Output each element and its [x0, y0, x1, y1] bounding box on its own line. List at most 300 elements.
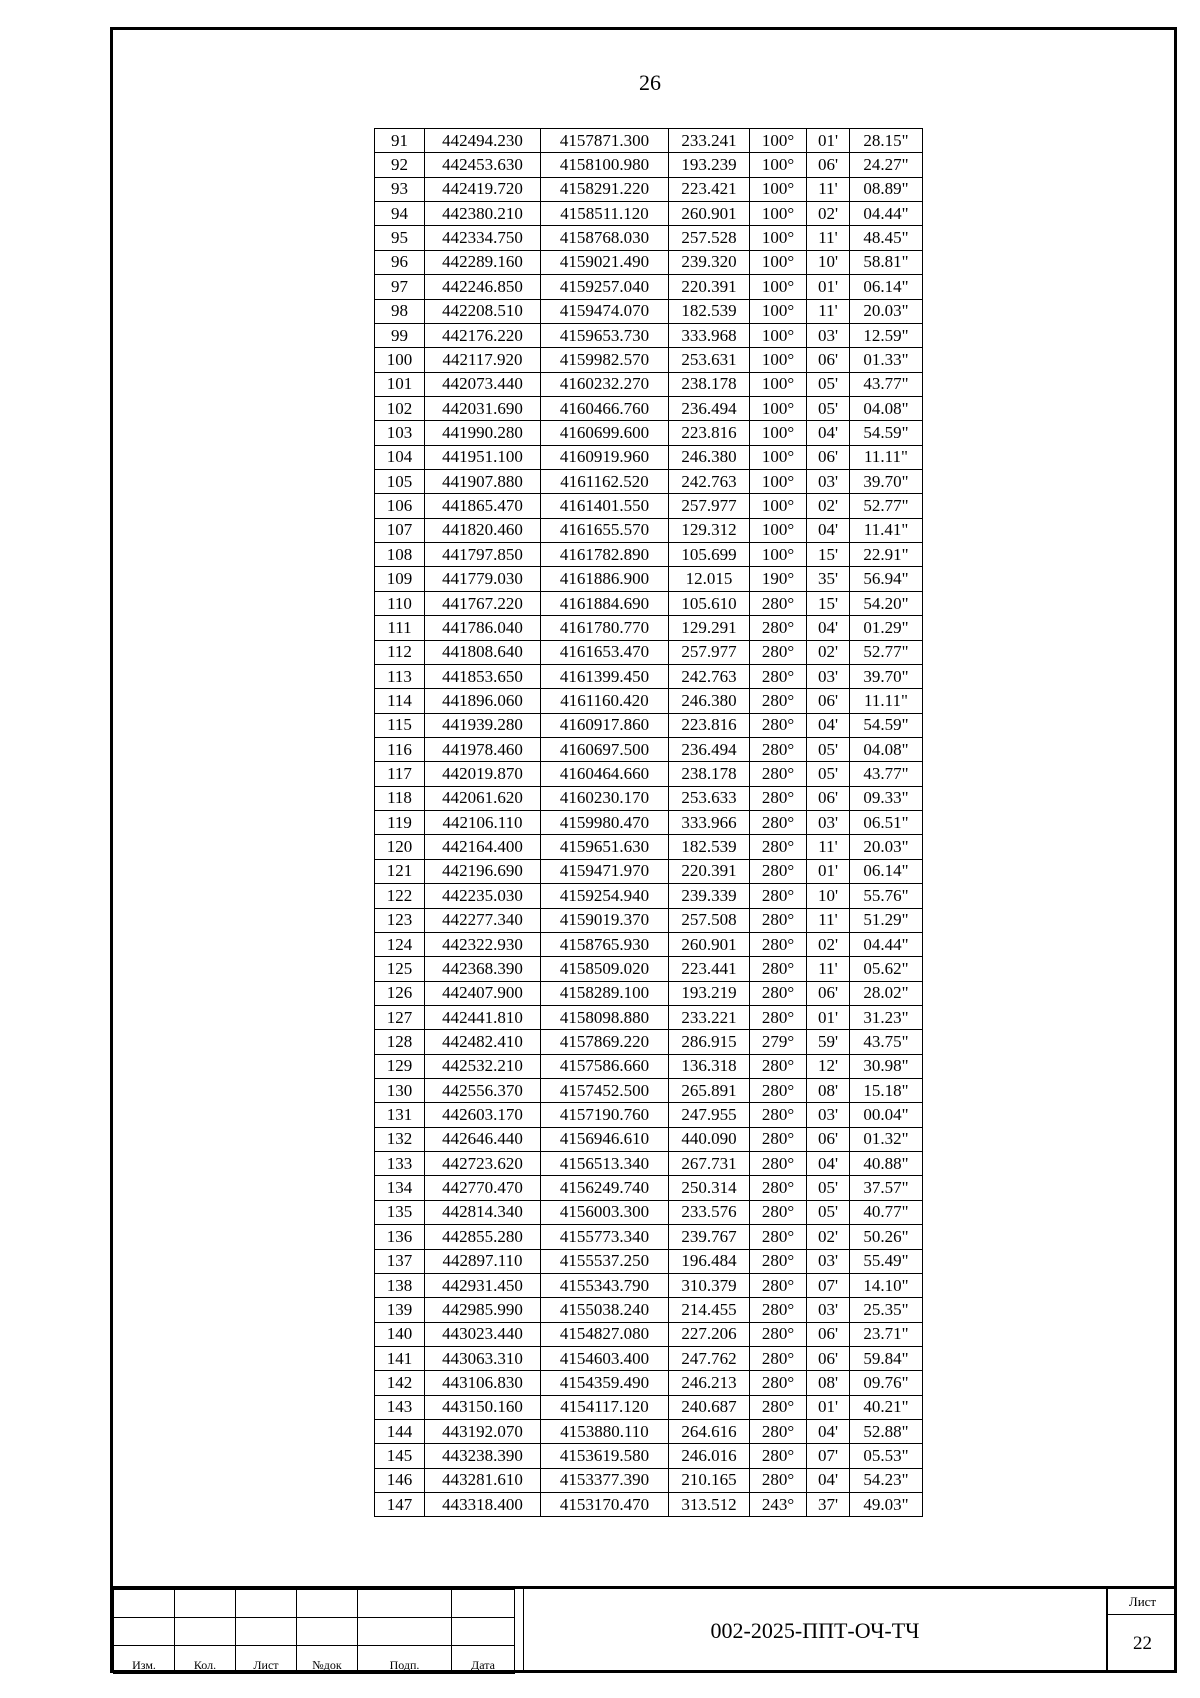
table-cell: 280°: [750, 616, 807, 640]
table-cell: 54.59": [850, 713, 923, 737]
table-cell: 146: [375, 1468, 425, 1492]
table-cell: 112: [375, 640, 425, 664]
table-cell: 4159021.490: [541, 250, 669, 274]
table-cell: 280°: [750, 932, 807, 956]
table-cell: 4155038.240: [541, 1298, 669, 1322]
table-row: [375, 835, 923, 859]
table-cell: 105.699: [669, 543, 750, 567]
table-cell: 280°: [750, 1176, 807, 1200]
table-cell: 136.318: [669, 1054, 750, 1078]
table-cell: 06': [807, 1322, 850, 1346]
table-cell: 22.91": [850, 543, 923, 567]
stamp-label-list: Лист: [236, 1646, 297, 1674]
table-row: [375, 1420, 923, 1444]
table-row: [375, 1054, 923, 1078]
table-cell: 20.03": [850, 835, 923, 859]
table-cell: 243°: [750, 1493, 807, 1517]
table-cell: 102: [375, 396, 425, 420]
table-cell: 4159653.730: [541, 323, 669, 347]
table-row: [375, 859, 923, 883]
table-cell: 100°: [750, 299, 807, 323]
table-cell: 441820.460: [425, 518, 541, 542]
table-cell: 11': [807, 835, 850, 859]
table-row: [375, 1249, 923, 1273]
table-cell: 442814.340: [425, 1200, 541, 1224]
revision-grid: [113, 1589, 515, 1674]
table-cell: 09.33": [850, 786, 923, 810]
table-cell: 100°: [750, 372, 807, 396]
table-row: [375, 518, 923, 542]
table-cell: 122: [375, 884, 425, 908]
table-cell: 110: [375, 591, 425, 615]
table-cell: 137: [375, 1249, 425, 1273]
table-cell: 06': [807, 786, 850, 810]
table-cell: 04': [807, 421, 850, 445]
table-cell: 54.20": [850, 591, 923, 615]
table-cell: 233.221: [669, 1005, 750, 1029]
table-row: [375, 567, 923, 591]
table-cell: 210.165: [669, 1468, 750, 1492]
table-row: [375, 250, 923, 274]
table-cell: 4160697.500: [541, 737, 669, 761]
table-cell: 01.29": [850, 616, 923, 640]
table-row: [375, 372, 923, 396]
table-cell: 03': [807, 811, 850, 835]
table-row: [375, 323, 923, 347]
table-cell: 105: [375, 470, 425, 494]
table-row: [375, 299, 923, 323]
table-cell: 442453.630: [425, 153, 541, 177]
table-row: [375, 470, 923, 494]
table-cell: 04': [807, 713, 850, 737]
table-row: [375, 957, 923, 981]
table-cell: 120: [375, 835, 425, 859]
table-row: [375, 1225, 923, 1249]
table-cell: 4159471.970: [541, 859, 669, 883]
table-cell: 441907.880: [425, 470, 541, 494]
table-cell: 28.15": [850, 129, 923, 153]
table-cell: 264.616: [669, 1420, 750, 1444]
table-cell: 15': [807, 591, 850, 615]
title-block: [113, 1586, 1177, 1673]
table-cell: 182.539: [669, 835, 750, 859]
table-cell: 442603.170: [425, 1103, 541, 1127]
table-cell: 05': [807, 762, 850, 786]
table-cell: 280°: [750, 1322, 807, 1346]
table-cell: 55.49": [850, 1249, 923, 1273]
table-cell: 4157452.500: [541, 1079, 669, 1103]
table-cell: 4154117.120: [541, 1395, 669, 1419]
table-cell: 49.03": [850, 1493, 923, 1517]
table-cell: 4153880.110: [541, 1420, 669, 1444]
table-cell: 4153170.470: [541, 1493, 669, 1517]
table-cell: 242.763: [669, 664, 750, 688]
table-cell: 104: [375, 445, 425, 469]
table-cell: 43.77": [850, 762, 923, 786]
table-cell: 05': [807, 396, 850, 420]
table-cell: 4158509.020: [541, 957, 669, 981]
table-cell: 144: [375, 1420, 425, 1444]
table-cell: 129: [375, 1054, 425, 1078]
table-cell: 4161780.770: [541, 616, 669, 640]
table-row: [375, 786, 923, 810]
table-cell: 43.75": [850, 1030, 923, 1054]
table-cell: 06': [807, 689, 850, 713]
table-cell: 190°: [750, 567, 807, 591]
table-cell: 103: [375, 421, 425, 445]
table-cell: 443063.310: [425, 1346, 541, 1370]
table-cell: 441808.640: [425, 640, 541, 664]
table-cell: 02': [807, 640, 850, 664]
table-cell: 100°: [750, 226, 807, 250]
table-cell: 265.891: [669, 1079, 750, 1103]
table-cell: 04.44": [850, 932, 923, 956]
table-cell: 442855.280: [425, 1225, 541, 1249]
table-cell: 14.10": [850, 1273, 923, 1297]
table-cell: 39.70": [850, 470, 923, 494]
table-row: [375, 1298, 923, 1322]
table-cell: 147: [375, 1493, 425, 1517]
table-cell: 280°: [750, 1298, 807, 1322]
table-cell: 280°: [750, 713, 807, 737]
table-cell: 238.178: [669, 762, 750, 786]
table-row: [375, 1030, 923, 1054]
table-row: [375, 737, 923, 761]
table-cell: 280°: [750, 1152, 807, 1176]
table-cell: 4158289.100: [541, 981, 669, 1005]
table-cell: 03': [807, 664, 850, 688]
stamp-label-kol: Кол.: [175, 1646, 236, 1674]
table-cell: 107: [375, 518, 425, 542]
table-cell: 93: [375, 177, 425, 201]
table-row: [375, 981, 923, 1005]
table-cell: 280°: [750, 762, 807, 786]
table-cell: 132: [375, 1127, 425, 1151]
table-cell: 136: [375, 1225, 425, 1249]
table-cell: 123: [375, 908, 425, 932]
table-cell: 134: [375, 1176, 425, 1200]
table-cell: 236.494: [669, 396, 750, 420]
table-cell: 4155537.250: [541, 1249, 669, 1273]
table-cell: 28.02": [850, 981, 923, 1005]
table-cell: 442419.720: [425, 177, 541, 201]
table-cell: 443238.390: [425, 1444, 541, 1468]
table-cell: 09.76": [850, 1371, 923, 1395]
table-cell: 442061.620: [425, 786, 541, 810]
table-cell: 223.421: [669, 177, 750, 201]
table-cell: 50.26": [850, 1225, 923, 1249]
table-cell: 236.494: [669, 737, 750, 761]
table-cell: 05': [807, 1176, 850, 1200]
table-cell: 02': [807, 1225, 850, 1249]
table-cell: 4159019.370: [541, 908, 669, 932]
table-cell: 100°: [750, 494, 807, 518]
table-cell: 443023.440: [425, 1322, 541, 1346]
table-cell: 08.89": [850, 177, 923, 201]
coordinates-table: [374, 128, 923, 1517]
table-cell: 4156513.340: [541, 1152, 669, 1176]
table-row: [375, 1444, 923, 1468]
table-cell: 01': [807, 859, 850, 883]
table-cell: 267.731: [669, 1152, 750, 1176]
table-cell: 4160464.660: [541, 762, 669, 786]
table-cell: 39.70": [850, 664, 923, 688]
table-cell: 442289.160: [425, 250, 541, 274]
table-cell: 94: [375, 202, 425, 226]
table-cell: 05.62": [850, 957, 923, 981]
table-cell: 02': [807, 202, 850, 226]
stamp-label-podp: Подп.: [358, 1646, 452, 1674]
table-cell: 442334.750: [425, 226, 541, 250]
table-cell: 442031.690: [425, 396, 541, 420]
table-cell: 141: [375, 1346, 425, 1370]
table-row: [375, 811, 923, 835]
table-cell: 280°: [750, 1079, 807, 1103]
table-cell: 280°: [750, 1054, 807, 1078]
table-cell: 246.380: [669, 689, 750, 713]
table-cell: 07': [807, 1273, 850, 1297]
table-cell: 4159257.040: [541, 275, 669, 299]
table-cell: 98: [375, 299, 425, 323]
table-cell: 4161160.420: [541, 689, 669, 713]
table-cell: 257.977: [669, 494, 750, 518]
table-cell: 03': [807, 323, 850, 347]
table-cell: 12.59": [850, 323, 923, 347]
table-cell: 11.11": [850, 689, 923, 713]
table-cell: 280°: [750, 1346, 807, 1370]
table-cell: 127: [375, 1005, 425, 1029]
table-cell: 04': [807, 1152, 850, 1176]
table-cell: 442106.110: [425, 811, 541, 835]
table-cell: 4160230.170: [541, 786, 669, 810]
table-cell: 253.633: [669, 786, 750, 810]
table-cell: 193.219: [669, 981, 750, 1005]
table-cell: 106: [375, 494, 425, 518]
table-row: [375, 1200, 923, 1224]
table-cell: 280°: [750, 1273, 807, 1297]
table-cell: 40.21": [850, 1395, 923, 1419]
table-cell: 12': [807, 1054, 850, 1078]
table-cell: 442770.470: [425, 1176, 541, 1200]
table-cell: 140: [375, 1322, 425, 1346]
table-cell: 4156003.300: [541, 1200, 669, 1224]
table-cell: 442931.450: [425, 1273, 541, 1297]
table-cell: 280°: [750, 1005, 807, 1029]
table-cell: 4161655.570: [541, 518, 669, 542]
table-cell: 4160699.600: [541, 421, 669, 445]
table-cell: 257.977: [669, 640, 750, 664]
table-cell: 119: [375, 811, 425, 835]
table-cell: 07': [807, 1444, 850, 1468]
table-row: [375, 202, 923, 226]
table-cell: 260.901: [669, 202, 750, 226]
table-cell: 4153619.580: [541, 1444, 669, 1468]
table-cell: 442176.220: [425, 323, 541, 347]
table-row: [375, 494, 923, 518]
table-row: [375, 1127, 923, 1151]
document-code: 002-2025-ППТ-ОЧ-ТЧ: [523, 1589, 1108, 1673]
table-cell: 04': [807, 1420, 850, 1444]
table-cell: 247.955: [669, 1103, 750, 1127]
table-cell: 441951.100: [425, 445, 541, 469]
table-cell: 280°: [750, 811, 807, 835]
table-row: [375, 1395, 923, 1419]
table-cell: 442196.690: [425, 859, 541, 883]
table-cell: 441896.060: [425, 689, 541, 713]
table-cell: 441978.460: [425, 737, 541, 761]
table-cell: 223.816: [669, 421, 750, 445]
table-cell: 333.968: [669, 323, 750, 347]
table-cell: 443281.610: [425, 1468, 541, 1492]
table-cell: 100°: [750, 518, 807, 542]
table-cell: 441779.030: [425, 567, 541, 591]
table-row: [375, 762, 923, 786]
table-cell: 06': [807, 1346, 850, 1370]
table-row: [375, 177, 923, 201]
table-cell: 101: [375, 372, 425, 396]
table-row: [375, 1322, 923, 1346]
table-cell: 131: [375, 1103, 425, 1127]
table-cell: 37': [807, 1493, 850, 1517]
stamp-label-izm: Изм.: [114, 1646, 175, 1674]
table-cell: 443318.400: [425, 1493, 541, 1517]
table-cell: 135: [375, 1200, 425, 1224]
table-cell: 105.610: [669, 591, 750, 615]
table-cell: 280°: [750, 1420, 807, 1444]
table-cell: 133: [375, 1152, 425, 1176]
table-cell: 238.178: [669, 372, 750, 396]
table-row: [375, 1273, 923, 1297]
table-cell: 01': [807, 1395, 850, 1419]
table-cell: 125: [375, 957, 425, 981]
table-cell: 280°: [750, 1371, 807, 1395]
table-row: [375, 591, 923, 615]
table-cell: 04': [807, 518, 850, 542]
table-cell: 128: [375, 1030, 425, 1054]
table-cell: 220.391: [669, 859, 750, 883]
table-cell: 04': [807, 1468, 850, 1492]
table-cell: 4159980.470: [541, 811, 669, 835]
table-cell: 441797.850: [425, 543, 541, 567]
table-cell: 4161162.520: [541, 470, 669, 494]
table-cell: 442368.390: [425, 957, 541, 981]
table-cell: 06': [807, 445, 850, 469]
table-cell: 118: [375, 786, 425, 810]
table-cell: 442117.920: [425, 348, 541, 372]
table-cell: 06.14": [850, 275, 923, 299]
table-cell: 280°: [750, 1468, 807, 1492]
table-cell: 196.484: [669, 1249, 750, 1273]
table-cell: 442532.210: [425, 1054, 541, 1078]
table-cell: 280°: [750, 884, 807, 908]
table-cell: 4154603.400: [541, 1346, 669, 1370]
table-cell: 111: [375, 616, 425, 640]
table-row: [375, 153, 923, 177]
table-cell: 11.41": [850, 518, 923, 542]
table-cell: 52.77": [850, 640, 923, 664]
table-cell: 442897.110: [425, 1249, 541, 1273]
table-cell: 01': [807, 275, 850, 299]
table-cell: 4161886.900: [541, 567, 669, 591]
table-cell: 02': [807, 494, 850, 518]
table-row: [375, 421, 923, 445]
table-cell: 442073.440: [425, 372, 541, 396]
table-cell: 4158765.930: [541, 932, 669, 956]
table-cell: 280°: [750, 1249, 807, 1273]
table-cell: 06.14": [850, 859, 923, 883]
table-cell: 280°: [750, 640, 807, 664]
table-cell: 06': [807, 348, 850, 372]
table-cell: 100°: [750, 202, 807, 226]
table-cell: 280°: [750, 1103, 807, 1127]
table-cell: 257.528: [669, 226, 750, 250]
table-cell: 05': [807, 372, 850, 396]
table-cell: 4156249.740: [541, 1176, 669, 1200]
table-cell: 12.015: [669, 567, 750, 591]
table-cell: 4154359.490: [541, 1371, 669, 1395]
table-cell: 443192.070: [425, 1420, 541, 1444]
table-cell: 52.88": [850, 1420, 923, 1444]
table-cell: 4161884.690: [541, 591, 669, 615]
table-cell: 96: [375, 250, 425, 274]
table-row: [375, 1176, 923, 1200]
table-cell: 4158768.030: [541, 226, 669, 250]
table-cell: 30.98": [850, 1054, 923, 1078]
table-cell: 15.18": [850, 1079, 923, 1103]
table-cell: 11': [807, 226, 850, 250]
table-cell: 4156946.610: [541, 1127, 669, 1151]
table-cell: 442441.810: [425, 1005, 541, 1029]
table-cell: 4158098.880: [541, 1005, 669, 1029]
table-cell: 03': [807, 1249, 850, 1273]
table-cell: 443150.160: [425, 1395, 541, 1419]
table-cell: 4158100.980: [541, 153, 669, 177]
table-cell: 247.762: [669, 1346, 750, 1370]
table-row: [375, 932, 923, 956]
table-cell: 23.71": [850, 1322, 923, 1346]
table-cell: 01': [807, 129, 850, 153]
table-cell: 143: [375, 1395, 425, 1419]
table-cell: 280°: [750, 859, 807, 883]
table-cell: 4161399.450: [541, 664, 669, 688]
table-cell: 239.320: [669, 250, 750, 274]
table-cell: 280°: [750, 591, 807, 615]
table-cell: 10': [807, 884, 850, 908]
table-cell: 01.32": [850, 1127, 923, 1151]
table-cell: 310.379: [669, 1273, 750, 1297]
table-cell: 100°: [750, 421, 807, 445]
table-row: [375, 689, 923, 713]
table-cell: 100°: [750, 470, 807, 494]
table-cell: 4160466.760: [541, 396, 669, 420]
table-cell: 441853.650: [425, 664, 541, 688]
table-cell: 442407.900: [425, 981, 541, 1005]
table-cell: 100°: [750, 177, 807, 201]
table-cell: 108: [375, 543, 425, 567]
table-cell: 280°: [750, 1395, 807, 1419]
table-row: [375, 640, 923, 664]
table-cell: 239.767: [669, 1225, 750, 1249]
table-cell: 4160917.860: [541, 713, 669, 737]
table-cell: 00.04": [850, 1103, 923, 1127]
table-cell: 04': [807, 616, 850, 640]
table-cell: 52.77": [850, 494, 923, 518]
table-cell: 06': [807, 153, 850, 177]
page-number: 26: [639, 70, 661, 95]
table-cell: 95: [375, 226, 425, 250]
table-cell: 280°: [750, 689, 807, 713]
table-cell: 4160232.270: [541, 372, 669, 396]
